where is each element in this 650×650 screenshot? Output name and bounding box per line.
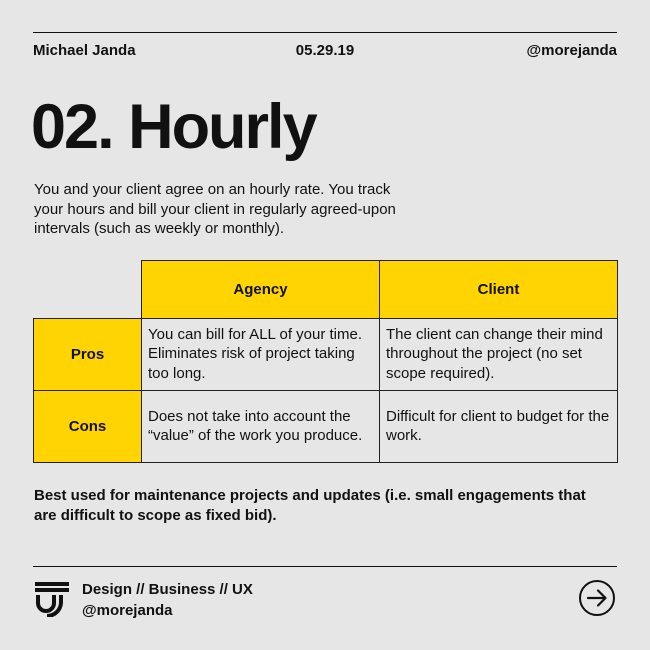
description: You and your client agree on an hourly rate. You track your hours and bill your client in regularly agreed-upon intervals (such as weekly or monthly). [34,181,396,237]
row-header-cons: Cons [34,391,142,463]
column-header-client: Client [380,261,618,319]
arrow-right-circle-icon [578,579,616,617]
mj-monogram-logo-icon [33,579,71,617]
author-handle: @morejanda [526,42,617,59]
footnote: Best used for maintenance projects and updates (i.e. small engagements that are difficult to scope as fixed bid). [34,487,586,524]
footer-branding [82,579,253,621]
row-header-pros: Pros [34,319,142,391]
footer-handle: @morejanda [82,602,173,619]
footer-tagline: Design // Business // UX [82,581,253,598]
table-cell-cons-client: Difficult for client to budget for the work. [380,391,618,463]
next-arrow-button[interactable] [578,579,616,617]
table-cell-cons-agency: Does not take into account the “value” of the work you produce. [142,391,380,463]
author-name: Michael Janda [33,42,136,59]
table-row-cons [34,391,618,463]
page-title: 02. Hourly [31,92,316,162]
table-cell-pros-client: The client can change their mind throughout the project (no set scope required). [380,319,618,391]
pros-cons-table [33,260,618,463]
table-row-pros [34,319,618,391]
bottom-divider [33,566,617,567]
post-date: 05.29.19 [295,42,355,59]
column-header-agency: Agency [142,261,380,319]
top-divider [33,32,617,33]
table-corner [34,261,142,319]
header [33,42,617,62]
table-cell-pros-agency: You can bill for ALL of your time. Eliminates risk of project taking too long. [142,319,380,391]
table-header-row [34,261,618,319]
